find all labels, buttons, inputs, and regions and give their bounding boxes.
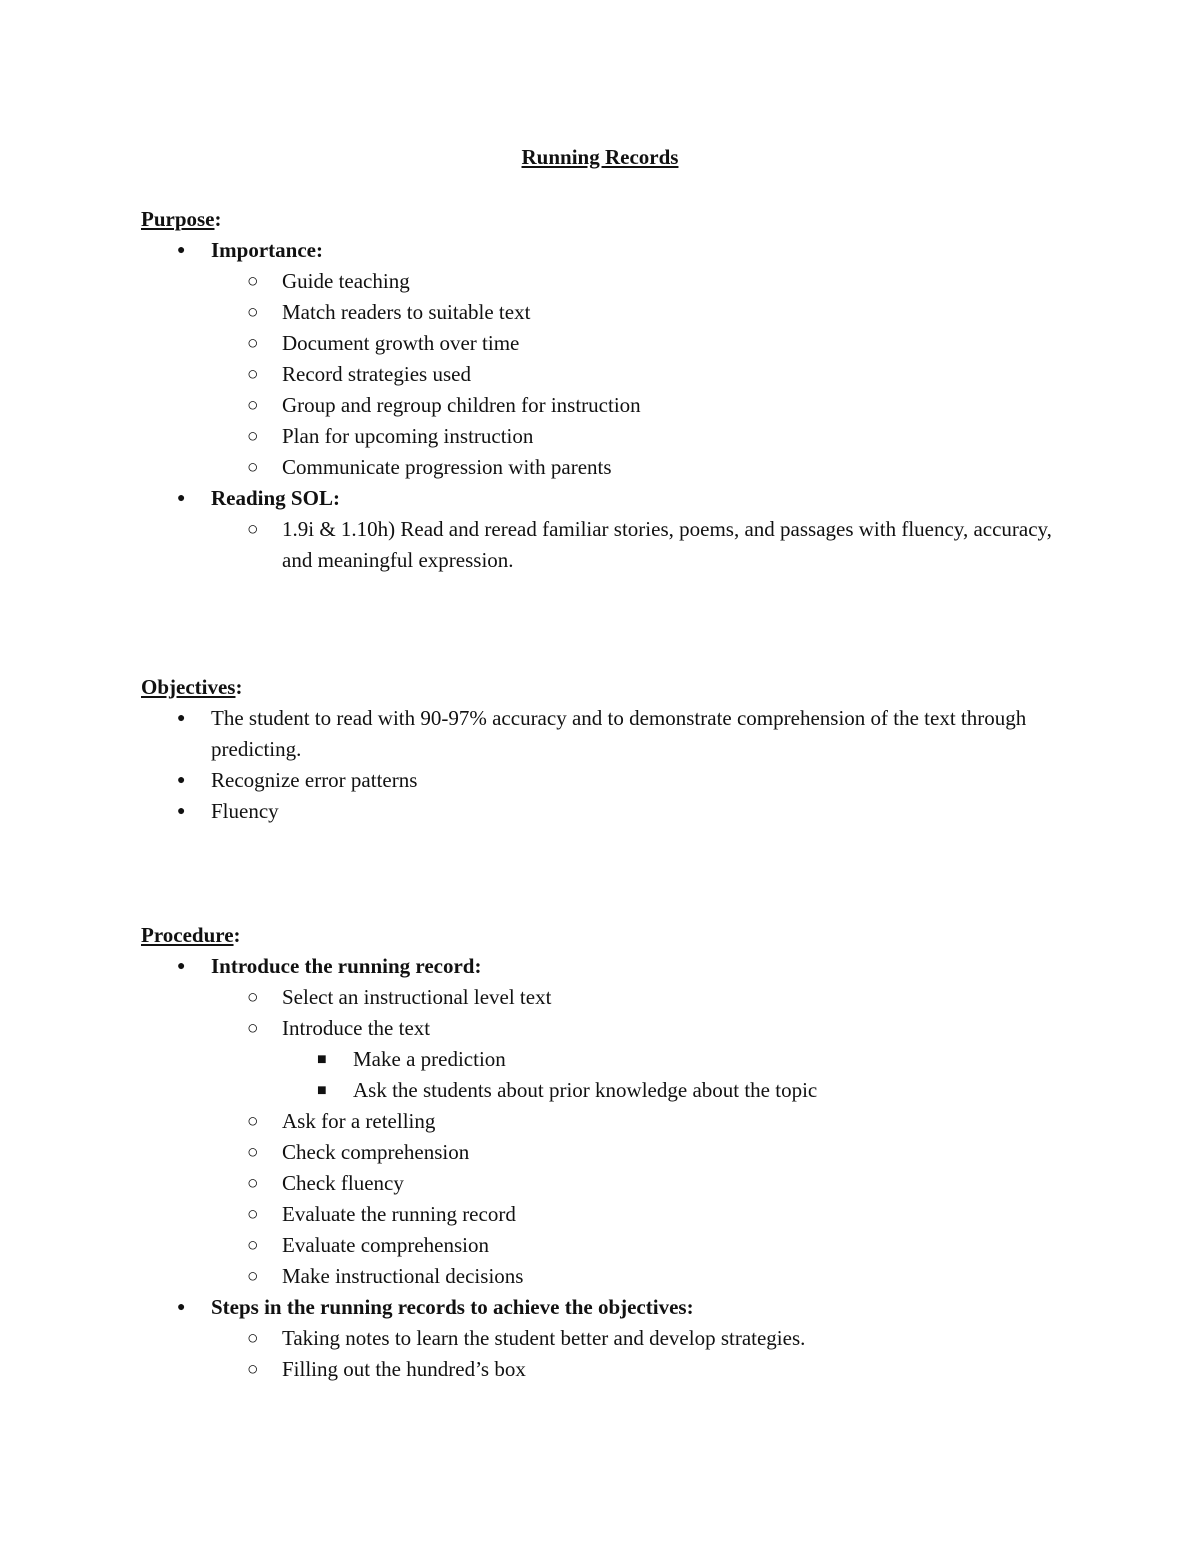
bullet-circle-icon: ○ <box>247 1173 259 1194</box>
list-item <box>141 359 1071 390</box>
bullet-circle-icon: ○ <box>247 1111 259 1132</box>
bullet-disc-icon: ● <box>177 773 186 788</box>
list-item-text: Recognize error patterns <box>211 768 418 792</box>
list-item <box>141 1137 1071 1168</box>
list-item <box>141 266 1071 297</box>
bullet-disc-icon: ● <box>177 959 186 974</box>
bullet-circle-icon: ○ <box>247 457 259 478</box>
document-title: Running Records <box>521 145 679 169</box>
list-item <box>141 328 1071 359</box>
reading-sol-list <box>141 514 1071 576</box>
list-item <box>141 796 1071 827</box>
list-item-text: Taking notes to learn the student better and develop strategies. <box>282 1326 806 1350</box>
bullet-circle-icon: ○ <box>247 333 259 354</box>
objectives-section <box>141 672 1071 827</box>
list-item-text: Make instructional decisions <box>282 1264 524 1288</box>
bullet-circle-icon: ○ <box>247 1204 259 1225</box>
bullet-disc-icon: ● <box>177 243 186 258</box>
importance-list <box>141 266 1071 483</box>
list-item-text: Guide teaching <box>282 269 410 293</box>
reading-sol-item <box>141 483 1071 514</box>
list-item <box>141 1354 1071 1385</box>
list-item-text: Evaluate comprehension <box>282 1233 490 1257</box>
bullet-circle-icon: ○ <box>247 271 259 292</box>
list-item <box>141 703 1071 765</box>
list-item-text: 1.9i & 1.10h) Read and reread familiar stories, poems, and passages with fluency, accuracy, and meaningful expression. <box>282 517 1052 572</box>
list-item <box>141 1323 1071 1354</box>
introduce-item <box>141 951 1071 982</box>
procedure-heading-colon: : <box>233 923 241 947</box>
list-item <box>141 421 1071 452</box>
sub-list-item <box>141 1075 1071 1106</box>
list-item-text: Check fluency <box>282 1171 404 1195</box>
list-item-text: Record strategies used <box>282 362 471 386</box>
list-item <box>141 1013 1071 1044</box>
introduce-after-list <box>141 1106 1071 1292</box>
bullet-disc-icon: ● <box>177 711 186 726</box>
list-item <box>141 1199 1071 1230</box>
bullet-circle-icon: ○ <box>247 395 259 416</box>
objectives-list <box>141 703 1071 827</box>
reading-sol-label: Reading SOL: <box>211 486 340 510</box>
procedure-section <box>141 920 1071 1385</box>
list-item <box>141 390 1071 421</box>
bullet-circle-icon: ○ <box>247 1328 259 1349</box>
sub-list-item-text: Ask the students about prior knowledge about the topic <box>353 1078 818 1102</box>
bullet-circle-icon: ○ <box>247 519 259 540</box>
objectives-heading-colon: : <box>235 675 243 699</box>
list-item-text: Fluency <box>211 799 279 823</box>
bullet-disc-icon: ● <box>177 1300 186 1315</box>
list-item-text: The student to read with 90-97% accuracy and to demonstrate comprehension of the text through predicting. <box>211 706 1027 761</box>
bullet-disc-icon: ● <box>177 491 186 506</box>
list-item <box>141 1261 1071 1292</box>
list-item-text: Introduce the text <box>282 1016 431 1040</box>
objectives-heading-text: Objectives <box>141 675 236 699</box>
list-item <box>141 982 1071 1013</box>
list-item-text: Match readers to suitable text <box>282 300 531 324</box>
bullet-circle-icon: ○ <box>247 987 259 1008</box>
introduce-label: Introduce the running record: <box>211 954 482 978</box>
procedure-heading-text: Procedure <box>141 923 234 947</box>
bullet-circle-icon: ○ <box>247 1359 259 1380</box>
bullet-square-icon: ■ <box>317 1051 327 1068</box>
sub-list-item-text: Make a prediction <box>353 1047 506 1071</box>
list-item <box>141 765 1071 796</box>
list-item-text: Plan for upcoming instruction <box>282 424 534 448</box>
list-item-text: Ask for a retelling <box>282 1109 436 1133</box>
bullet-disc-icon: ● <box>177 804 186 819</box>
purpose-section <box>141 204 1071 576</box>
bullet-circle-icon: ○ <box>247 426 259 447</box>
importance-item <box>141 235 1071 266</box>
list-item-text: Filling out the hundred’s box <box>282 1357 526 1381</box>
procedure-heading <box>141 920 1071 951</box>
list-item-text: Check comprehension <box>282 1140 470 1164</box>
sub-list-item <box>141 1044 1071 1075</box>
list-item <box>141 297 1071 328</box>
steps-item <box>141 1292 1071 1323</box>
bullet-square-icon: ■ <box>317 1082 327 1099</box>
bullet-circle-icon: ○ <box>247 1018 259 1039</box>
list-item <box>141 1106 1071 1137</box>
steps-list <box>141 1323 1071 1385</box>
list-item-text: Select an instructional level text <box>282 985 552 1009</box>
bullet-circle-icon: ○ <box>247 364 259 385</box>
list-item-text: Evaluate the running record <box>282 1202 516 1226</box>
purpose-heading-colon: : <box>214 207 222 231</box>
purpose-heading-text: Purpose <box>141 207 215 231</box>
bullet-circle-icon: ○ <box>247 302 259 323</box>
importance-label: Importance: <box>211 238 323 262</box>
list-item <box>141 514 1071 576</box>
list-item <box>141 452 1071 483</box>
list-item-text: Group and regroup children for instruction <box>282 393 641 417</box>
bullet-circle-icon: ○ <box>247 1266 259 1287</box>
list-item <box>141 1168 1071 1199</box>
purpose-heading <box>141 204 1071 235</box>
objectives-heading <box>141 672 1071 703</box>
list-item-text: Document growth over time <box>282 331 520 355</box>
bullet-circle-icon: ○ <box>247 1142 259 1163</box>
steps-label: Steps in the running records to achieve the objectives: <box>211 1295 694 1319</box>
bullet-circle-icon: ○ <box>247 1235 259 1256</box>
list-item <box>141 1230 1071 1261</box>
list-item-text: Communicate progression with parents <box>282 455 612 479</box>
